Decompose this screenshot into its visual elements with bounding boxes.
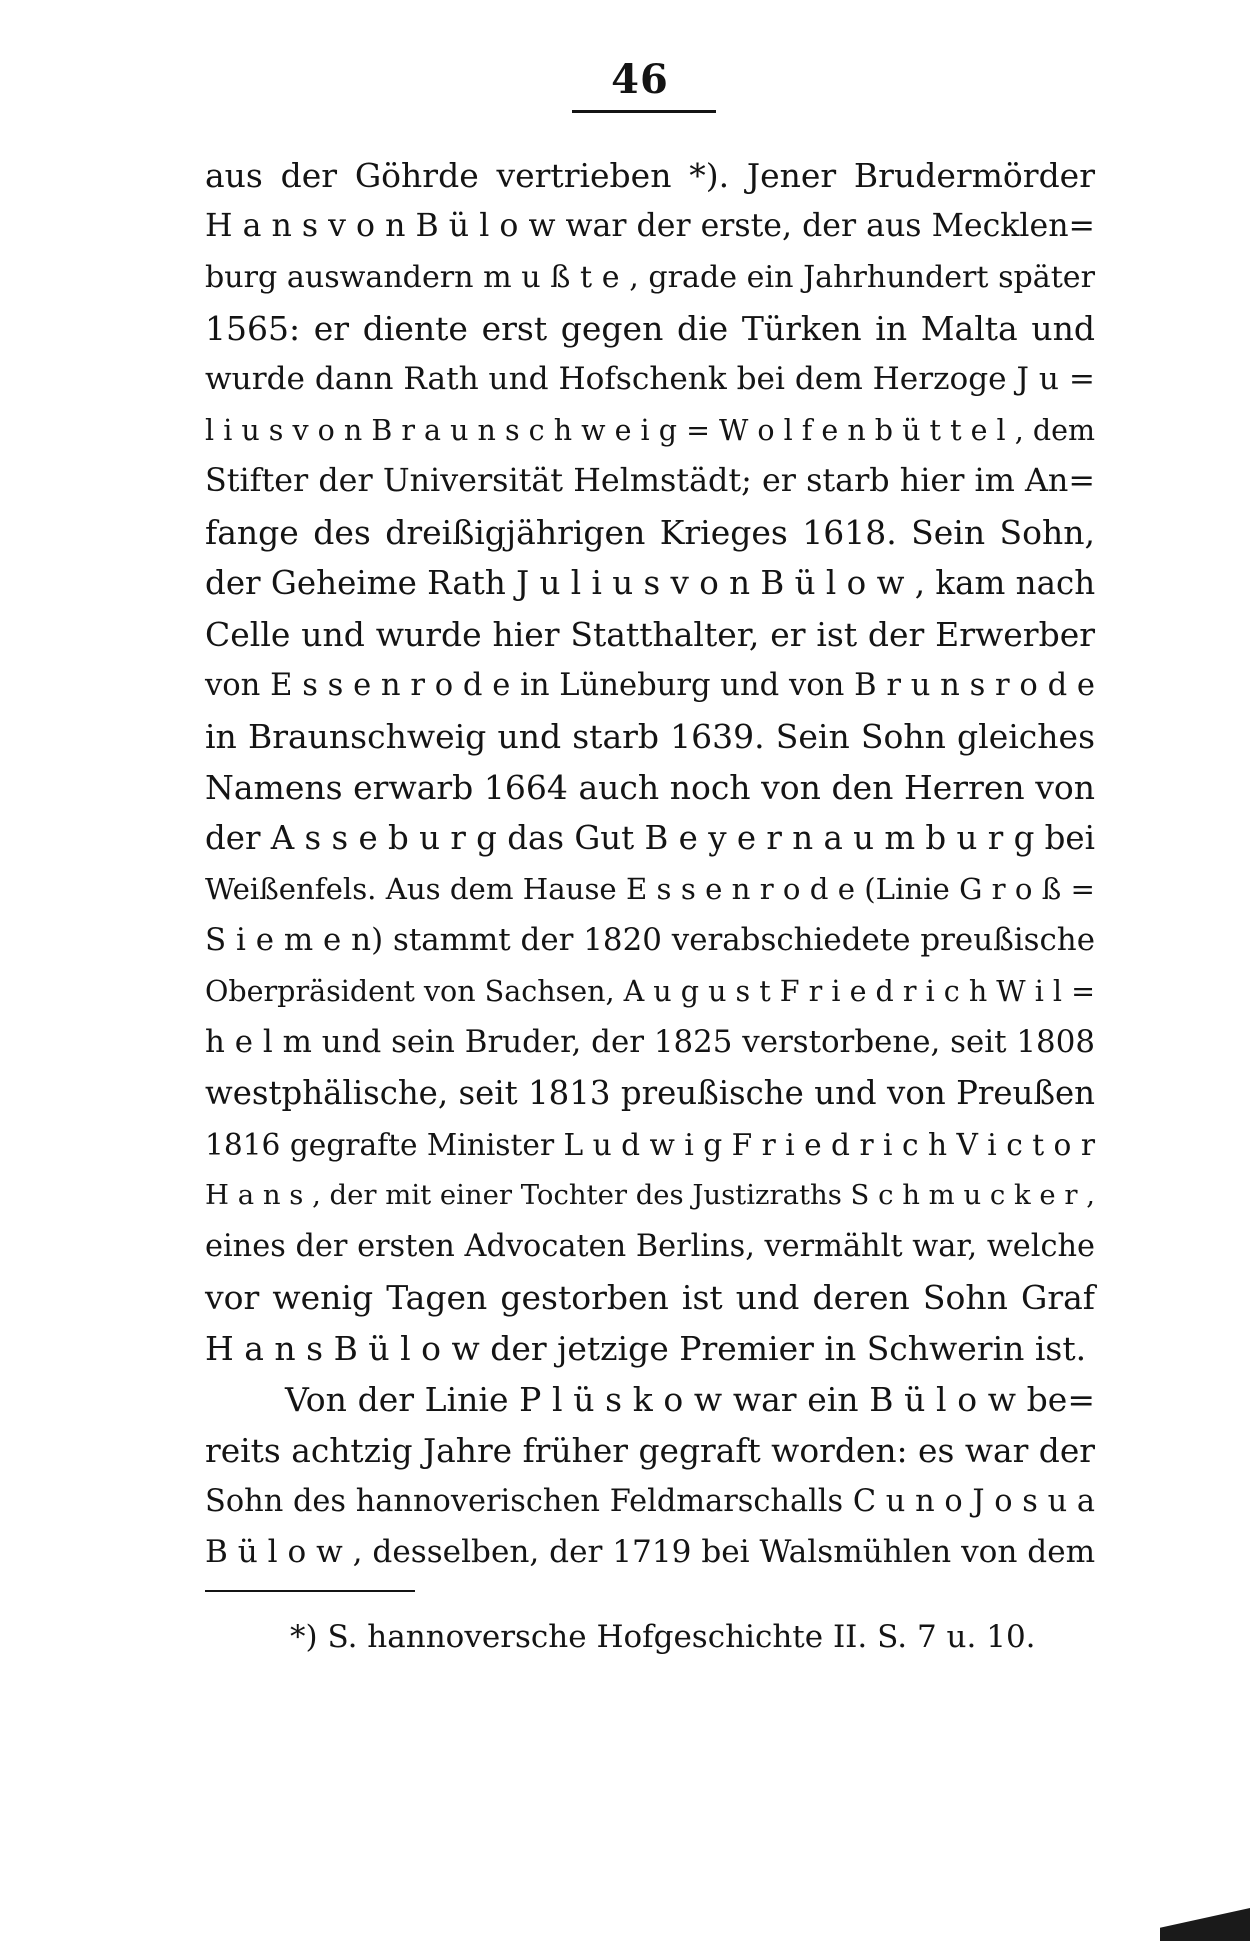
text-line: B ü l o w , desselben, der 1719 bei Walsmühlen von dem — [205, 1534, 1096, 1570]
footnote-rule — [205, 1590, 415, 1592]
text-line: l i u s v o n B r a u n s c h w e i g = W o l f e n b ü t t e l , dem — [205, 414, 1095, 447]
text-line: aus der Göhrde vertrieben *). Jener Brudermörder — [205, 156, 1095, 195]
text-line: der Geheime Rath J u l i u s v o n B ü l o w , kam nach — [205, 564, 1096, 602]
text-line: 1565: er diente erst gegen die Türken in Malta und — [205, 309, 1095, 348]
text-line: Oberpräsident von Sachsen, A u g u s t F r i e d r i c h W i l = — [205, 975, 1095, 1008]
text-line: Stifter der Universität Helmstädt; er starb hier im An= — [205, 463, 1095, 499]
text-line: westphälische, seit 1813 preußische und von Preußen — [205, 1074, 1095, 1112]
text-line: H a n s v o n B ü l o w war der erste, der aus Mecklen= — [205, 208, 1095, 244]
header-rule — [572, 110, 716, 113]
text-line: S i e m e n) stammt der 1820 verabschiedete preußische — [205, 922, 1095, 958]
text-line: Namens erwarb 1664 auch noch von den Herren von — [205, 768, 1095, 807]
text-line: h e l m und sein Bruder, der 1825 verstorbene, seit 1808 — [205, 1024, 1095, 1060]
text-line: Celle und wurde hier Statthalter, er ist der Erwerber — [205, 615, 1095, 654]
text-line: wurde dann Rath und Hofschenk bei dem Herzoge J u = — [205, 361, 1095, 397]
text-line: in Braunschweig und starb 1639. Sein Sohn gleiches — [205, 717, 1095, 756]
scan-edge-shadow — [1160, 1908, 1250, 1941]
text-line: H a n s B ü l o w der jetzige Premier in Schwerin ist. — [205, 1329, 1087, 1368]
text-line: Weißenfels. Aus dem Hause E s s e n r o d e (Linie G r o ß = — [205, 872, 1095, 906]
text-line: H a n s , der mit einer Tochter des Justizraths S c h m u c k e r , — [205, 1180, 1095, 1211]
text-line: der A s s e b u r g das Gut B e y e r n a u m b u r g bei — [205, 819, 1095, 857]
text-line: von E s s e n r o d e in Lüneburg und von B r u n s r o d e — [205, 668, 1095, 703]
text-line: eines der ersten Advocaten Berlins, vermählt war, welche — [205, 1229, 1095, 1264]
text-line: Von der Linie P l ü s k o w war ein B ü l o w be= — [285, 1380, 1095, 1419]
footnote: *) S. hannoversche Hofgeschichte II. S. 7 u. 10. — [290, 1619, 1036, 1655]
text-line: burg auswandern m u ß t e , grade ein Jahrhundert später — [205, 260, 1095, 295]
text-line: Sohn des hannoverischen Feldmarschalls C u n o J o s u a — [205, 1484, 1095, 1519]
text-line: reits achtzig Jahre früher gegraft worden: es war der — [205, 1431, 1095, 1470]
text-line: 1816 gegrafte Minister L u d w i g F r i e d r i c h V i c t o r — [205, 1127, 1095, 1162]
text-line: fange des dreißigjährigen Krieges 1618. Sein Sohn, — [205, 513, 1095, 552]
page-number: 46 — [611, 56, 669, 103]
text-line: vor wenig Tagen gestorben ist und deren Sohn Graf — [205, 1278, 1095, 1317]
body-text — [205, 150, 1095, 1578]
